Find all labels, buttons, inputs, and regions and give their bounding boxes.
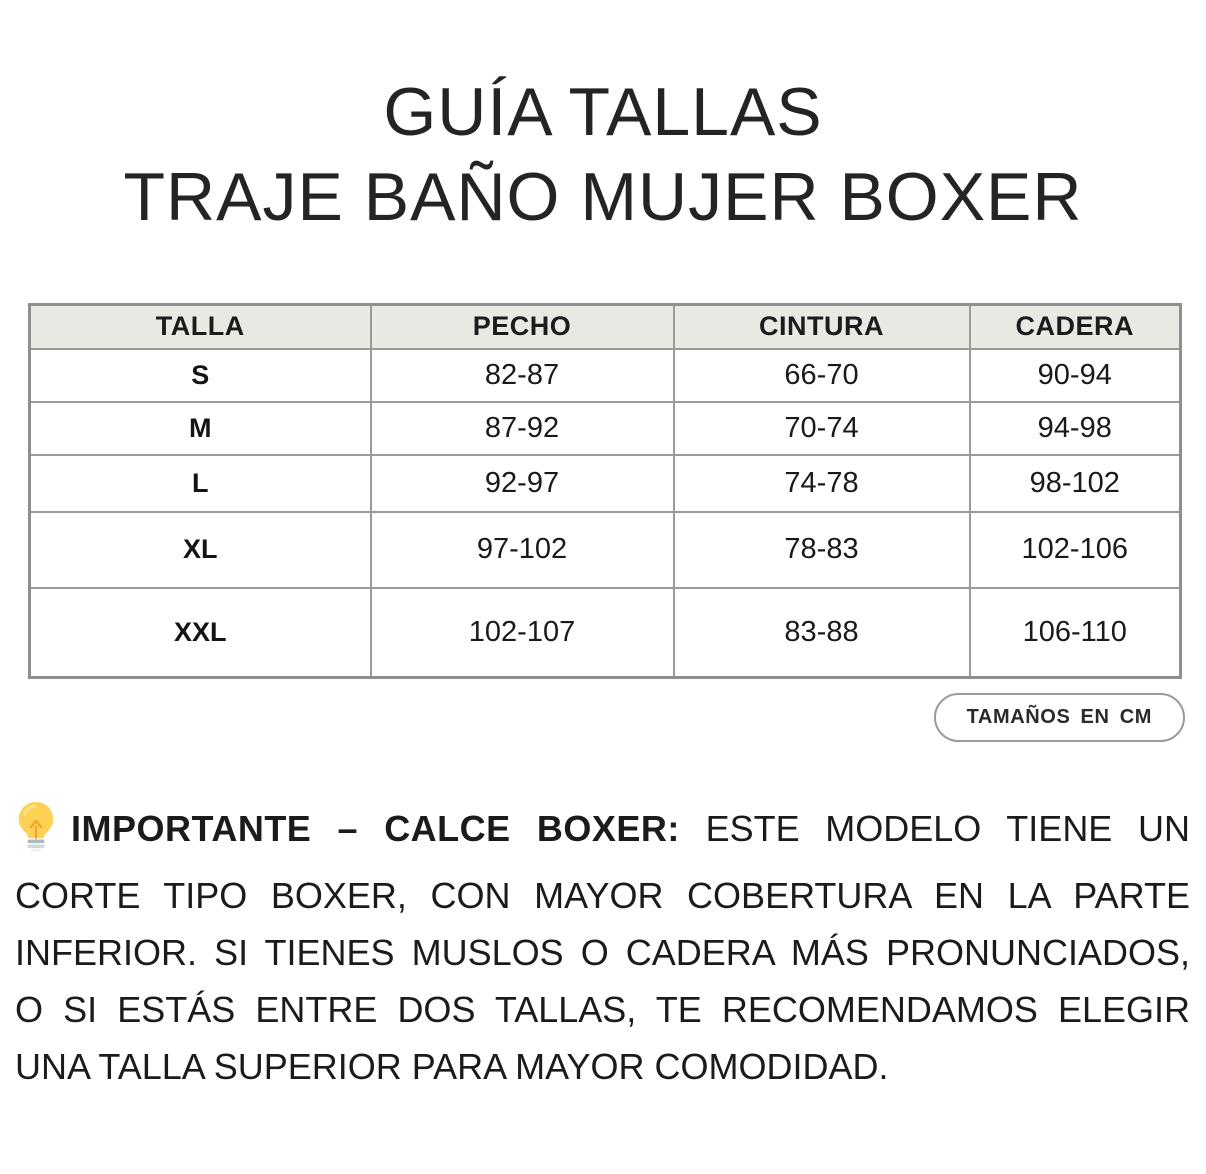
badge-row bbox=[0, 693, 1206, 742]
measurement-cell: 94-98 bbox=[970, 402, 1181, 455]
measurement-cell: 102-106 bbox=[970, 512, 1181, 588]
size-table bbox=[28, 303, 1182, 679]
measurement-cell: 78-83 bbox=[674, 512, 970, 588]
note-line-1 bbox=[15, 800, 1190, 867]
measurement-cell: 66-70 bbox=[674, 349, 970, 402]
measurement-cell: 90-94 bbox=[970, 349, 1181, 402]
table-header-row bbox=[30, 305, 1181, 349]
lightbulb-icon bbox=[15, 801, 57, 867]
measurement-cell: 102-107 bbox=[371, 588, 674, 678]
note-text-line1: ESTE MODELO TIENE UN bbox=[705, 808, 1190, 849]
table-row-l bbox=[30, 455, 1181, 512]
measurement-cell: 97-102 bbox=[371, 512, 674, 588]
note-heading: IMPORTANTE – CALCE BOXER: bbox=[71, 808, 680, 849]
page-title-line1: GUÍA TALLAS bbox=[383, 74, 823, 150]
size-cell: S bbox=[30, 349, 371, 402]
size-cell: XXL bbox=[30, 588, 371, 678]
note-line-4: O SI ESTÁS ENTRE DOS TALLAS, TE RECOMENDAMOS ELEGIR bbox=[15, 989, 1190, 1030]
units-badge: TAMAÑOS EN CM bbox=[934, 693, 1185, 742]
column-header-cintura: CINTURA bbox=[674, 305, 970, 349]
measurement-cell: 74-78 bbox=[674, 455, 970, 512]
page-title bbox=[0, 0, 1206, 240]
measurement-cell: 92-97 bbox=[371, 455, 674, 512]
note-line-3: INFERIOR. SI TIENES MUSLOS O CADERA MÁS PRONUNCIADOS, bbox=[15, 932, 1190, 973]
measurement-cell: 87-92 bbox=[371, 402, 674, 455]
page-title-line2: TRAJE BAÑO MUJER BOXER bbox=[123, 159, 1083, 235]
measurement-cell: 106-110 bbox=[970, 588, 1181, 678]
size-cell: XL bbox=[30, 512, 371, 588]
column-header-cadera: CADERA bbox=[970, 305, 1181, 349]
size-cell: L bbox=[30, 455, 371, 512]
column-header-talla: TALLA bbox=[30, 305, 371, 349]
note-line-5: UNA TALLA SUPERIOR PARA MAYOR COMODIDAD. bbox=[15, 1046, 889, 1087]
size-cell: M bbox=[30, 402, 371, 455]
table-row-m bbox=[30, 402, 1181, 455]
table-row-xl bbox=[30, 512, 1181, 588]
measurement-cell: 70-74 bbox=[674, 402, 970, 455]
measurement-cell: 82-87 bbox=[371, 349, 674, 402]
table-row-xxl bbox=[30, 588, 1181, 678]
fit-note bbox=[15, 800, 1190, 1095]
note-line-2: CORTE TIPO BOXER, CON MAYOR COBERTURA EN LA PARTE bbox=[15, 875, 1190, 916]
table-row-s bbox=[30, 349, 1181, 402]
measurement-cell: 98-102 bbox=[970, 455, 1181, 512]
column-header-pecho: PECHO bbox=[371, 305, 674, 349]
measurement-cell: 83-88 bbox=[674, 588, 970, 678]
